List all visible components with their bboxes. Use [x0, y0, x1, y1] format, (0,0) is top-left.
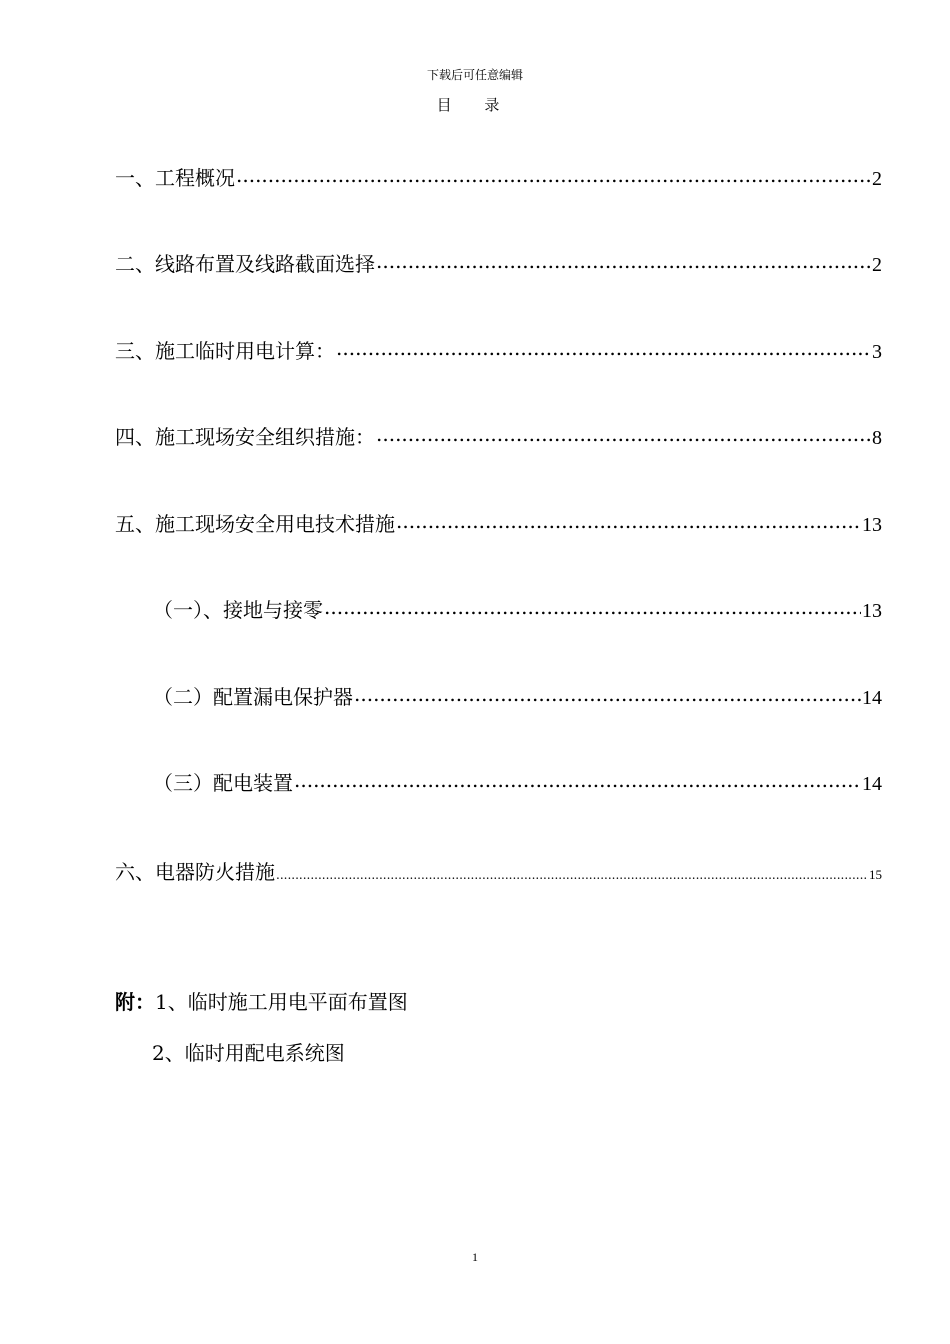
- toc-dot-leader: [276, 859, 868, 879]
- toc-entry-4[interactable]: [115, 421, 882, 449]
- toc-entry-label: 四、施工现场安全组织措施：: [115, 425, 375, 449]
- toc-dot-leader: [236, 165, 871, 185]
- toc-entry-label: （二）配置漏电保护器: [153, 685, 353, 709]
- toc-entry-label: 三、施工临时用电计算：: [115, 339, 335, 363]
- toc-entry-page: 2: [872, 254, 882, 276]
- appendix-prefix: 附：: [115, 990, 155, 1014]
- toc-entry-label: （三）配电装置: [153, 771, 293, 795]
- toc-title: 目 录: [436, 96, 514, 114]
- toc-dot-leader: [324, 597, 861, 617]
- toc-entry-5[interactable]: [115, 508, 882, 536]
- toc-dot-leader: [336, 338, 871, 358]
- toc-entry-7[interactable]: [153, 681, 882, 709]
- toc-dot-leader: [294, 770, 861, 790]
- toc-entry-label: 二、线路布置及线路截面选择: [115, 252, 375, 276]
- toc-entry-page: 14: [862, 773, 882, 795]
- appendix-item-1: 1、临时施工用电平面布置图: [155, 990, 408, 1014]
- toc-entry-2[interactable]: [115, 248, 882, 276]
- appendix-line-1: [115, 986, 408, 1015]
- toc-entry-page: 13: [862, 514, 882, 536]
- toc-dot-leader: [376, 424, 871, 444]
- appendix-line-2: [152, 1037, 345, 1066]
- toc-dot-leader: [396, 511, 861, 531]
- appendix-item-2: 2、临时用配电系统图: [152, 1041, 345, 1065]
- toc-entry-page: 14: [862, 687, 882, 709]
- toc-dot-leader: [354, 684, 861, 704]
- toc-entry-page: 15: [869, 867, 882, 882]
- toc-entry-page: 8: [872, 427, 882, 449]
- toc-entry-label: 五、施工现场安全用电技术措施: [115, 512, 395, 536]
- toc-entry-6[interactable]: [153, 594, 882, 622]
- toc-entry-label: 六、电器防火措施: [115, 860, 275, 884]
- header-note: 下载后可任意编辑: [426, 68, 523, 82]
- toc-entry-3[interactable]: [115, 335, 882, 363]
- toc-entry-1[interactable]: [115, 162, 882, 190]
- toc-dot-leader: [376, 251, 871, 271]
- toc-entry-label: 一、工程概况: [115, 166, 235, 190]
- toc-entry-page: 13: [862, 600, 882, 622]
- toc-entry-label: （一）、接地与接零: [153, 598, 323, 622]
- toc-entry-8[interactable]: [153, 767, 882, 795]
- toc-entry-page: 3: [872, 341, 882, 363]
- toc-entry-9[interactable]: [115, 856, 882, 884]
- page-number: 1: [472, 1250, 478, 1264]
- toc-entry-page: 2: [872, 168, 882, 190]
